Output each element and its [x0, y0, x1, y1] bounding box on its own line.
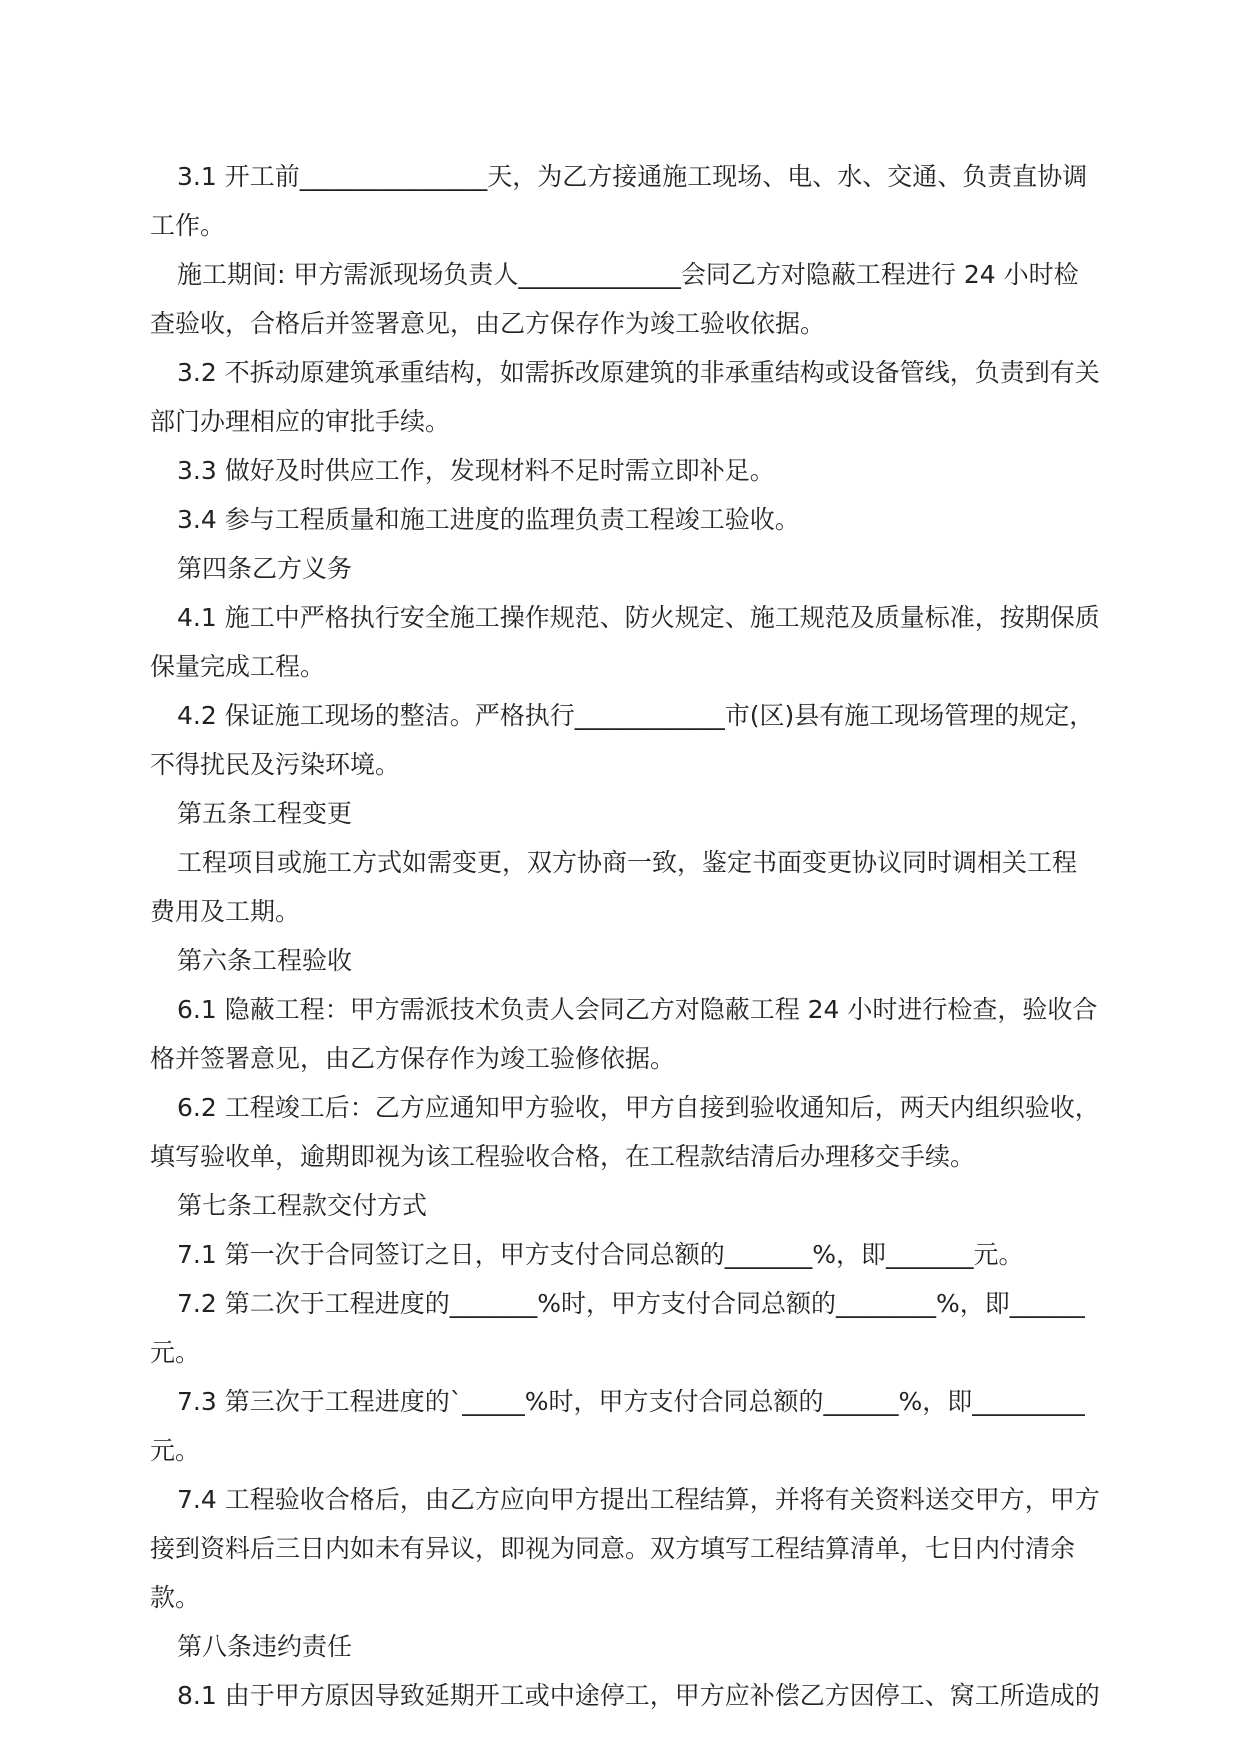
- clause-5-body: 工程项目或施工方式如需变更，双方协商一致，鉴定书面变更协议同时调相关工程费用及工期。: [150, 848, 1078, 926]
- clause-3-2: 3.2 不拆动原建筑承重结构，如需拆改原建筑的非承重结构或设备管线，负责到有关部门办理相应的审批手续。: [150, 358, 1100, 436]
- article-7-heading: 第七条工程款交付方式: [177, 1191, 428, 1220]
- clause-7-4: 7.4 工程验收合格后，由乙方应向甲方提出工程结算，并将有关资料送交甲方，甲方接到资料后三日内如未有异议，即视为同意。双方填写工程结算清单，七日内付清余款。: [150, 1485, 1100, 1612]
- clause-3-3: 3.3 做好及时供应工作，发现材料不足时需立即补足。: [177, 456, 775, 485]
- article-5-heading: 第五条工程变更: [177, 799, 353, 828]
- clause-7-1: 7.1 第一次于合同签订之日，甲方支付合同总额的_______%，即_______元。: [177, 1240, 1024, 1269]
- clause-7-3: 7.3 第三次于工程进度的`_____%时，甲方支付合同总额的______%，即_________元。: [150, 1387, 1085, 1465]
- clause-construction-period: 施工期间: 甲方需派现场负责人_____________会同乙方对隐蔽工程进行 24 小时检查验收，合格后并签署意见，由乙方保存作为竣工验收依据。: [150, 260, 1079, 338]
- article-8-heading: 第八条违约责任: [177, 1632, 353, 1661]
- clause-8-1: 8.1 由于甲方原因导致延期开工或中途停工，甲方应补偿乙方因停工、窝工所造成的: [177, 1681, 1100, 1710]
- clause-6-1: 6.1 隐蔽工程：甲方需派技术负责人会同乙方对隐蔽工程 24 小时进行检查，验收合格并签署意见，由乙方保存作为竣工验修依据。: [150, 995, 1098, 1073]
- article-6-heading: 第六条工程验收: [177, 946, 353, 975]
- article-4-heading: 第四条乙方义务: [177, 554, 353, 583]
- clause-6-2: 6.2 工程竣工后：乙方应通知甲方验收，甲方自接到验收通知后，两天内组织验收，填写验收单，逾期即视为该工程验收合格，在工程款结清后办理移交手续。: [150, 1093, 1100, 1171]
- clause-7-2: 7.2 第二次于工程进度的_______%时，甲方支付合同总额的________%，即______元。: [150, 1289, 1085, 1367]
- clause-4-1: 4.1 施工中严格执行安全施工操作规范、防火规定、施工规范及质量标准，按期保质保量完成工程。: [150, 603, 1100, 681]
- clause-4-2: 4.2 保证施工现场的整洁。严格执行____________市(区)县有施工现场管理的规定，不得扰民及污染环境。: [150, 701, 1095, 779]
- document-body: [150, 152, 1100, 1720]
- clause-3-4: 3.4 参与工程质量和施工进度的监理负责工程竣工验收。: [177, 505, 800, 534]
- clause-3-1: 3.1 开工前_______________天，为乙方接通施工现场、电、水、交通、负责直协调工作。: [150, 162, 1088, 240]
